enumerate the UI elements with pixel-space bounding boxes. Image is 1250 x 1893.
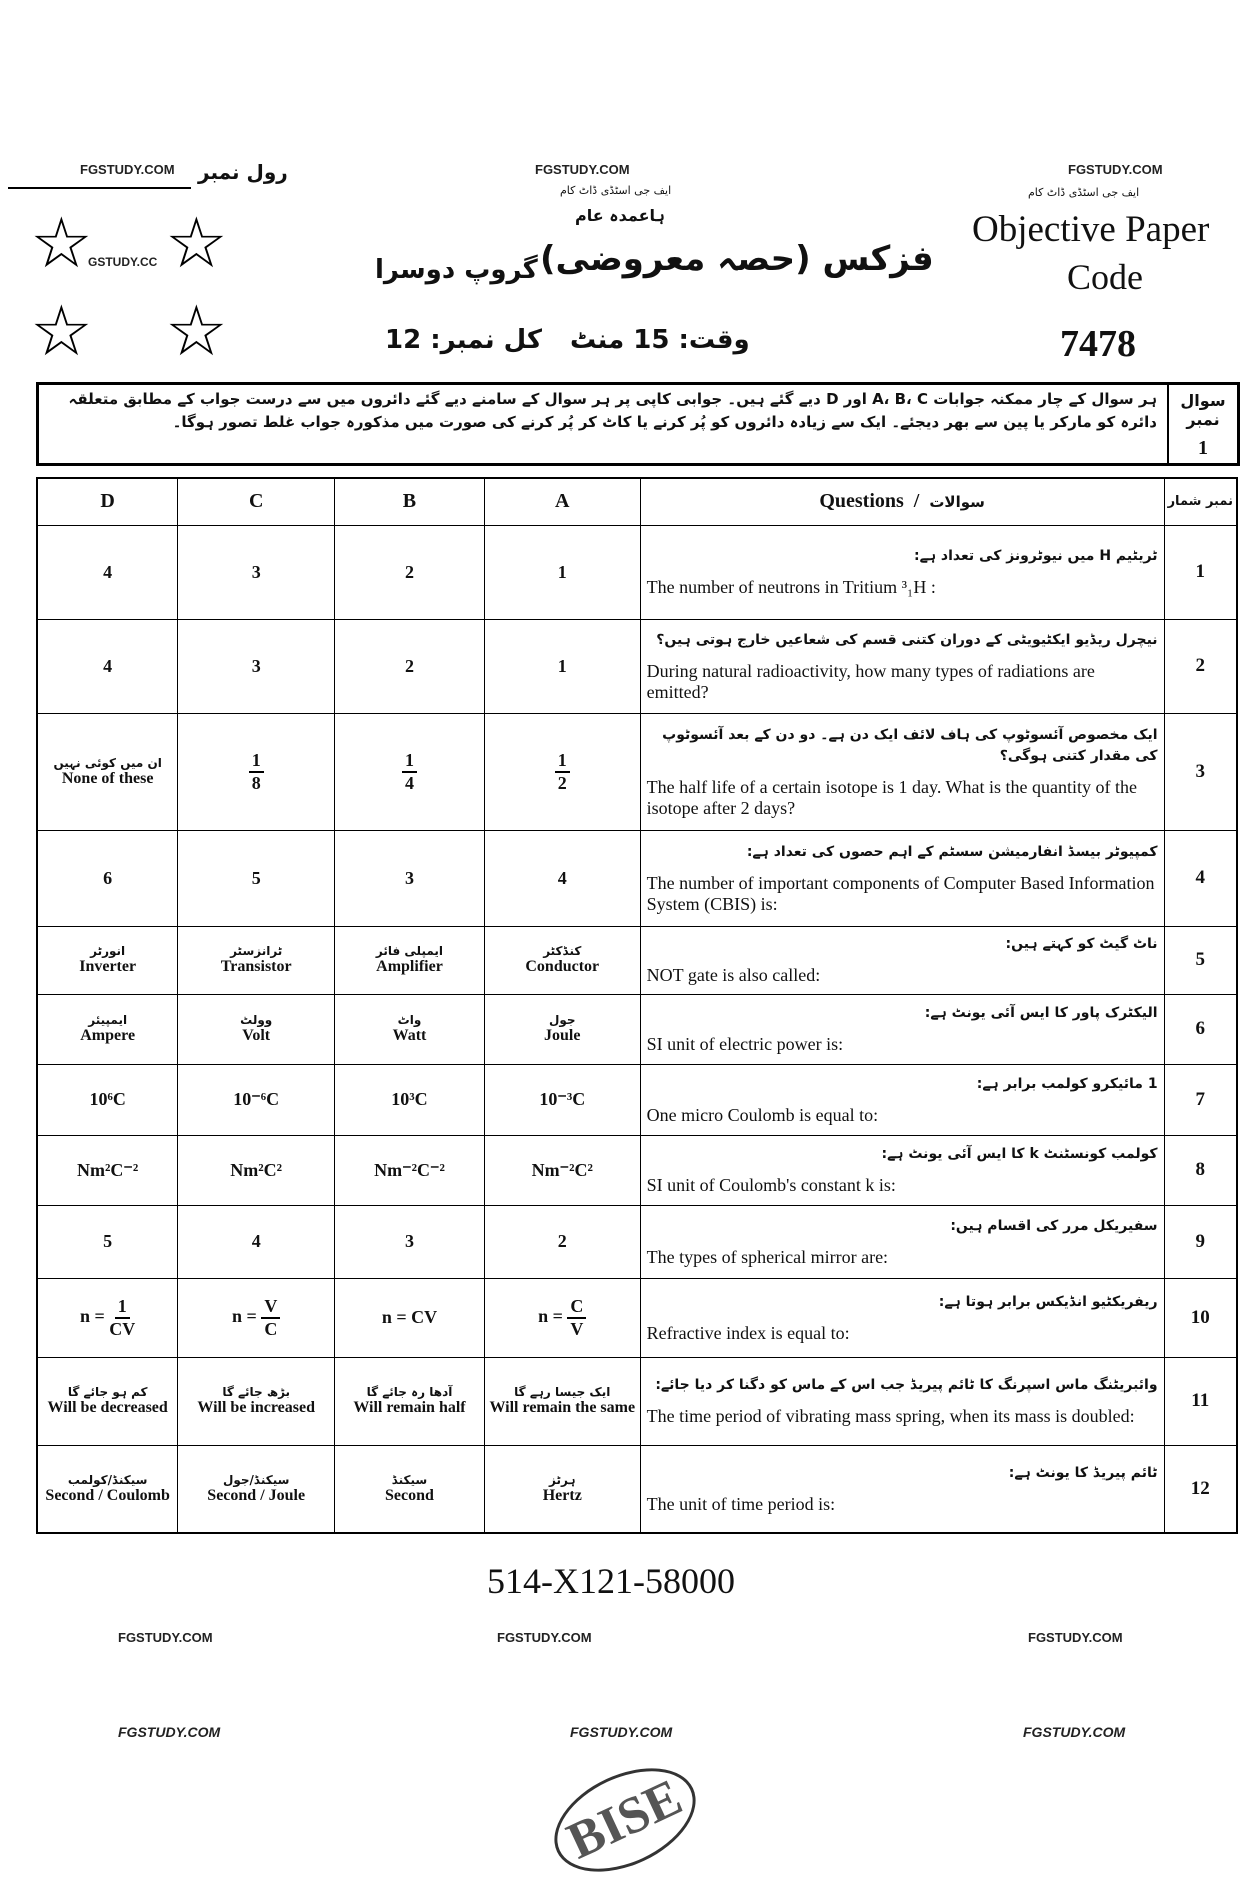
- question-cell: [640, 830, 1164, 926]
- option-b-cell: [335, 713, 485, 830]
- option-c-cell: [178, 1135, 335, 1205]
- question-cell: [640, 1135, 1164, 1205]
- option-b-text: Amplifier: [376, 958, 443, 975]
- header-questions-ur: سوالات: [929, 493, 985, 512]
- numerator: 1: [249, 750, 264, 773]
- option-d-cell: [37, 619, 178, 713]
- option-c-text: 3: [251, 655, 261, 676]
- option-fraction: [555, 750, 570, 794]
- option-a-cell: [484, 994, 640, 1064]
- option-d-cell: [37, 525, 178, 619]
- watermark: GSTUDY.CC: [88, 255, 158, 269]
- option-c-urdu: سیکنڈ/جول: [222, 1472, 290, 1487]
- header-serial-number: نمبر شمار: [1164, 478, 1237, 525]
- denominator: 2: [557, 772, 567, 793]
- instructions-text: ہر سوال کے چار ممکنہ جوابات A، B، C اور D دیے گئے ہیں۔ جوابی کاپی پر ہر سوال کے سامنے دیے گئے دائروں میں سے درست جواب کے مطابق متعلقہ دائرہ کو مارکر یا پین سے بھر دیجئے۔ ایک سے زیادہ دائروں کو پُر کرنے یا کاٹ کر پُر کرنے کی صورت میں مذکورہ جواب غلط تصور ہوگا۔: [68, 390, 1157, 431]
- question-cell: [640, 1445, 1164, 1533]
- group-label: گروپ دوسرا: [375, 255, 538, 285]
- question-english: The half life of a certain isotope is 1 day. What is the quantity of the isotope after 2 days?: [646, 776, 1138, 818]
- option-c-cell: [178, 1205, 335, 1278]
- question-cell: [640, 1064, 1164, 1135]
- option-b-cell: [335, 1357, 485, 1445]
- option-c-cell: [178, 713, 335, 830]
- option-a-urdu: ایک جیسا رہے گا: [514, 1385, 611, 1399]
- option-b-cell: [335, 994, 485, 1064]
- paper-serial-code: 514-X121-58000: [487, 1561, 735, 1601]
- option-a-cell: [484, 926, 640, 994]
- question-number-label: سوال نمبر: [1180, 391, 1226, 429]
- option-c-urdu: بڑھ جائے گا: [222, 1385, 291, 1399]
- subject-title: فزکس (حصہ معروضی): [540, 239, 934, 279]
- option-c-urdu: وولٹ: [240, 1013, 273, 1027]
- star-icon: ☆: [165, 290, 228, 372]
- option-b-text: Watt: [392, 1027, 427, 1044]
- question-english: SI unit of Coulomb's constant k is:: [646, 1175, 896, 1195]
- option-prefix: n =: [80, 1305, 105, 1326]
- question-english: The number of important components of Computer Based Information System (CBIS) is:: [646, 872, 1155, 914]
- mcq-table: [36, 477, 1238, 1534]
- option-c-text: 5: [251, 867, 261, 888]
- question-urdu: ٹریٹیم H میں نیوٹرونز کی تعداد ہے:: [914, 548, 1158, 564]
- option-d-text: 6: [103, 867, 113, 888]
- option-a-urdu: جول: [548, 1013, 576, 1027]
- question-cell: [640, 1357, 1164, 1445]
- question-urdu: ریفریکٹیو انڈیکس برابر ہوتا ہے:: [938, 1293, 1158, 1310]
- option-a-text: Conductor: [525, 958, 600, 975]
- watermark: FGSTUDY.COM: [1023, 1724, 1126, 1740]
- table-row: [37, 830, 1237, 926]
- option-a-cell: [484, 1135, 640, 1205]
- option-a-urdu: کنڈکٹر: [543, 944, 582, 958]
- question-cell: [640, 1205, 1164, 1278]
- option-a-cell: [484, 525, 640, 619]
- option-b-cell: [335, 1205, 485, 1278]
- option-b-text: 3: [404, 867, 414, 888]
- option-a-cell: [484, 713, 640, 830]
- option-c-cell: [178, 994, 335, 1064]
- serial-number: 11: [1164, 1357, 1237, 1445]
- numerator: V: [261, 1296, 280, 1319]
- option-a-cell: [484, 619, 640, 713]
- serial-number: 1: [1164, 525, 1237, 619]
- serial-number: 7: [1164, 1064, 1237, 1135]
- option-c-text: 4: [251, 1231, 261, 1251]
- watermark: FGSTUDY.COM: [535, 162, 630, 177]
- option-a-cell: [484, 1278, 640, 1357]
- option-c-urdu: ٹرانزسٹر: [230, 944, 283, 958]
- star-icon: ☆: [165, 202, 228, 284]
- option-d-text: 5: [103, 1231, 113, 1251]
- option-b-cell: [335, 1135, 485, 1205]
- option-d-text: Ampere: [80, 1027, 136, 1044]
- option-c-cell: [178, 1445, 335, 1533]
- question-english: Refractive index is equal to:: [646, 1322, 850, 1343]
- question-urdu: الیکٹرک پاور کا ایس آئی یونٹ ہے:: [924, 1005, 1158, 1021]
- option-d-text: Will be decreased: [47, 1399, 168, 1416]
- star-icon: ☆: [30, 290, 93, 372]
- question-cell: [640, 619, 1164, 713]
- instructions-box: [36, 382, 1240, 466]
- option-c-cell: [178, 1064, 335, 1135]
- question-cell: [640, 525, 1164, 619]
- option-a-cell: [484, 830, 640, 926]
- watermark: FGSTUDY.COM: [80, 162, 175, 177]
- option-a-cell: [484, 1205, 640, 1278]
- table-row: [37, 1064, 1237, 1135]
- question-urdu: 1 مائیکرو کولمب برابر ہے:: [976, 1075, 1158, 1092]
- board-stamp: BISE: [538, 1748, 712, 1893]
- option-b-cell: [335, 1278, 485, 1357]
- question-number: 1: [1198, 437, 1208, 459]
- question-english: During natural radioactivity, how many types of radiations are emitted?: [646, 660, 1095, 702]
- option-a-text: 1: [557, 561, 567, 582]
- option-a-text: Joule: [544, 1027, 581, 1044]
- question-urdu: وائبریٹنگ ماس اسپرنگ کا ٹائم پیریڈ جب اس کے ماس کو دگنا کر دیا جائے:: [655, 1377, 1158, 1393]
- option-b-text: 10³C: [391, 1089, 428, 1109]
- header-option-a: A: [484, 478, 640, 525]
- option-a-text: 10⁻³C: [539, 1089, 586, 1109]
- question-english: The unit of time period is:: [646, 1493, 836, 1514]
- option-a-urdu: ہرٹز: [549, 1472, 576, 1487]
- roll-number-label: رول نمبر: [198, 160, 288, 184]
- option-d-text: None of these: [61, 769, 154, 787]
- question-urdu: کولمب کونسٹنٹ k کا ایس آئی یونٹ ہے:: [881, 1146, 1158, 1162]
- option-b-cell: [335, 926, 485, 994]
- option-d-urdu: ایمپیئر: [88, 1013, 128, 1027]
- watermark: FGSTUDY.COM: [118, 1630, 213, 1645]
- question-cell: [640, 713, 1164, 830]
- serial-number: 4: [1164, 830, 1237, 926]
- option-b-cell: [335, 1445, 485, 1533]
- denominator: 8: [251, 772, 261, 793]
- denominator: C: [264, 1318, 278, 1339]
- serial-number: 10: [1164, 1278, 1237, 1357]
- total-marks-label: کل نمبر: 12: [385, 325, 542, 355]
- table-row: [37, 1205, 1237, 1278]
- serial-number: 6: [1164, 994, 1237, 1064]
- option-d-cell: [37, 1445, 178, 1533]
- option-d-cell: [37, 994, 178, 1064]
- option-d-cell: [37, 830, 178, 926]
- star-icon: ☆: [30, 202, 93, 284]
- option-d-text: Inverter: [79, 958, 137, 975]
- paper-type-title: Objective Paper: [972, 209, 1210, 250]
- roll-number-field[interactable]: [8, 187, 191, 189]
- option-c-text: Nm²C²: [230, 1159, 283, 1180]
- option-d-cell: [37, 1064, 178, 1135]
- table-row: [37, 713, 1237, 830]
- watermark: FGSTUDY.COM: [497, 1630, 592, 1645]
- question-english: One micro Coulomb is equal to:: [646, 1104, 879, 1125]
- option-c-text: Will be increased: [197, 1399, 316, 1416]
- serial-number: 5: [1164, 926, 1237, 994]
- question-number-cell: [1167, 385, 1237, 463]
- header-questions-en: Questions: [819, 490, 904, 513]
- table-row: [37, 1445, 1237, 1533]
- table-row: [37, 994, 1237, 1064]
- table-header-row: [37, 478, 1237, 525]
- option-d-cell: [37, 926, 178, 994]
- option-d-cell: [37, 1278, 178, 1357]
- header-option-b: B: [335, 478, 485, 525]
- question-urdu: نیچرل ریڈیو ایکٹیویٹی کے دوران کتنی قسم کی شعاعیں خارج ہوتی ہیں؟: [656, 631, 1158, 648]
- watermark: FGSTUDY.COM: [1068, 162, 1163, 177]
- option-b-cell: [335, 619, 485, 713]
- option-b-text: n = CV: [381, 1307, 438, 1327]
- table-row: [37, 1357, 1237, 1445]
- option-b-urdu: سیکنڈ: [391, 1472, 428, 1487]
- table-row: [37, 1278, 1237, 1357]
- option-fraction: [249, 750, 264, 794]
- session-label: ہاعمدہ عام: [575, 206, 665, 225]
- denominator: CV: [109, 1318, 136, 1339]
- option-a-text: Nm⁻²C²: [531, 1159, 593, 1180]
- option-b-text: 2: [404, 655, 414, 676]
- option-fraction: [402, 750, 417, 794]
- code-label: Code: [1067, 257, 1143, 297]
- option-c-cell: [178, 525, 335, 619]
- option-b-urdu: ایمپلی فائر: [375, 944, 444, 958]
- option-c-text: Transistor: [220, 958, 292, 975]
- option-c-cell: [178, 1357, 335, 1445]
- option-c-cell: [178, 619, 335, 713]
- option-a-cell: [484, 1357, 640, 1445]
- option-d-cell: [37, 713, 178, 830]
- question-english: The time period of vibrating mass spring, when its mass is doubled:: [646, 1406, 1135, 1426]
- watermark-urdu: ایف جی اسٹڈی ڈاٹ کام: [560, 184, 672, 197]
- watermark: FGSTUDY.COM: [1028, 1630, 1123, 1645]
- serial-number: 3: [1164, 713, 1237, 830]
- header-option-d: D: [37, 478, 178, 525]
- header-option-c: C: [178, 478, 335, 525]
- numerator: C: [567, 1296, 586, 1319]
- option-a-text: 2: [557, 1231, 567, 1251]
- option-b-text: Nm⁻²C⁻²: [374, 1159, 445, 1180]
- option-b-urdu: آدھا رہ جائے گا: [366, 1385, 453, 1399]
- question-english: The types of spherical mirror are:: [646, 1246, 889, 1267]
- table-row: [37, 926, 1237, 994]
- option-d-cell: [37, 1205, 178, 1278]
- option-b-text: Second: [385, 1486, 434, 1504]
- option-prefix: n =: [538, 1305, 563, 1326]
- paper-code-number: 7478: [1060, 323, 1136, 365]
- option-fraction: [261, 1296, 280, 1340]
- option-d-cell: [37, 1357, 178, 1445]
- option-d-urdu: ان میں کوئی نہیں: [53, 755, 162, 770]
- option-fraction: [567, 1296, 586, 1340]
- option-c-cell: [178, 926, 335, 994]
- question-english: The number of neutrons in Tritium ³₁H :: [646, 577, 936, 597]
- option-d-urdu: سیکنڈ/کولمب: [67, 1472, 148, 1487]
- serial-number: 2: [1164, 619, 1237, 713]
- option-b-cell: [335, 1064, 485, 1135]
- question-urdu: ٹائم پیریڈ کا یونٹ ہے:: [1008, 1464, 1158, 1481]
- question-english: SI unit of electric power is:: [646, 1034, 844, 1054]
- denominator: 4: [404, 772, 414, 793]
- watermark: FGSTUDY.COM: [118, 1724, 221, 1740]
- question-urdu: ایک مخصوص آئسوٹوپ کی ہاف لائف ایک دن ہے۔ دو دن کے بعد آئسوٹوپ کی مقدار کتنی ہوگی؟: [662, 726, 1158, 764]
- option-fraction: [109, 1296, 135, 1340]
- denominator: V: [570, 1318, 584, 1339]
- option-d-text: 4: [103, 655, 113, 676]
- option-b-cell: [335, 525, 485, 619]
- serial-number: 8: [1164, 1135, 1237, 1205]
- option-b-cell: [335, 830, 485, 926]
- option-d-urdu: انورٹر: [90, 944, 126, 958]
- numerator: 1: [402, 750, 417, 773]
- numerator: 1: [555, 750, 570, 773]
- table-row: [37, 525, 1237, 619]
- numerator: 1: [115, 1296, 130, 1319]
- option-c-cell: [178, 1278, 335, 1357]
- option-b-text: Will remain half: [353, 1399, 466, 1416]
- question-cell: [640, 994, 1164, 1064]
- option-c-text: 3: [251, 561, 261, 582]
- option-a-text: Will remain the same: [489, 1399, 636, 1416]
- question-urdu: کمپیوٹر بیسڈ انفارمیشن سسٹم کے اہم حصوں کی تعداد ہے:: [746, 843, 1158, 860]
- option-c-cell: [178, 830, 335, 926]
- watermark-urdu: ایف جی اسٹڈی ڈاٹ کام: [1028, 186, 1140, 199]
- option-a-text: Hertz: [542, 1486, 582, 1504]
- option-c-text: Volt: [242, 1027, 271, 1044]
- option-d-text: 4: [103, 561, 113, 582]
- option-c-text: Second / Joule: [207, 1486, 306, 1504]
- option-b-urdu: واٹ: [397, 1013, 422, 1027]
- option-a-text: 1: [557, 655, 567, 676]
- watermark: FGSTUDY.COM: [570, 1724, 673, 1740]
- option-a-cell: [484, 1445, 640, 1533]
- table-row: [37, 1135, 1237, 1205]
- option-d-cell: [37, 1135, 178, 1205]
- time-label: وقت: 15 منٹ: [570, 325, 750, 355]
- option-b-text: 3: [404, 1231, 414, 1251]
- question-cell: [640, 1278, 1164, 1357]
- question-english: NOT gate is also called:: [646, 965, 821, 985]
- question-urdu: سفیریکل مرر کی اقسام ہیں:: [950, 1217, 1158, 1234]
- option-d-text: 10⁶C: [89, 1089, 126, 1109]
- option-prefix: n =: [232, 1305, 257, 1326]
- question-urdu: ناٹ گیٹ کو کہتے ہیں:: [1005, 936, 1158, 952]
- option-c-text: 10⁻⁶C: [233, 1089, 280, 1109]
- table-row: [37, 619, 1237, 713]
- option-b-text: 2: [404, 561, 414, 582]
- option-d-urdu: کم ہو جائے گا: [67, 1385, 148, 1399]
- serial-number: 9: [1164, 1205, 1237, 1278]
- option-d-text: Second / Coulomb: [45, 1486, 170, 1504]
- header-questions: [640, 478, 1164, 525]
- serial-number: 12: [1164, 1445, 1237, 1533]
- question-cell: [640, 926, 1164, 994]
- option-a-cell: [484, 1064, 640, 1135]
- option-d-text: Nm²C⁻²: [77, 1159, 139, 1180]
- header-slash: /: [913, 490, 920, 513]
- option-a-text: 4: [557, 867, 567, 888]
